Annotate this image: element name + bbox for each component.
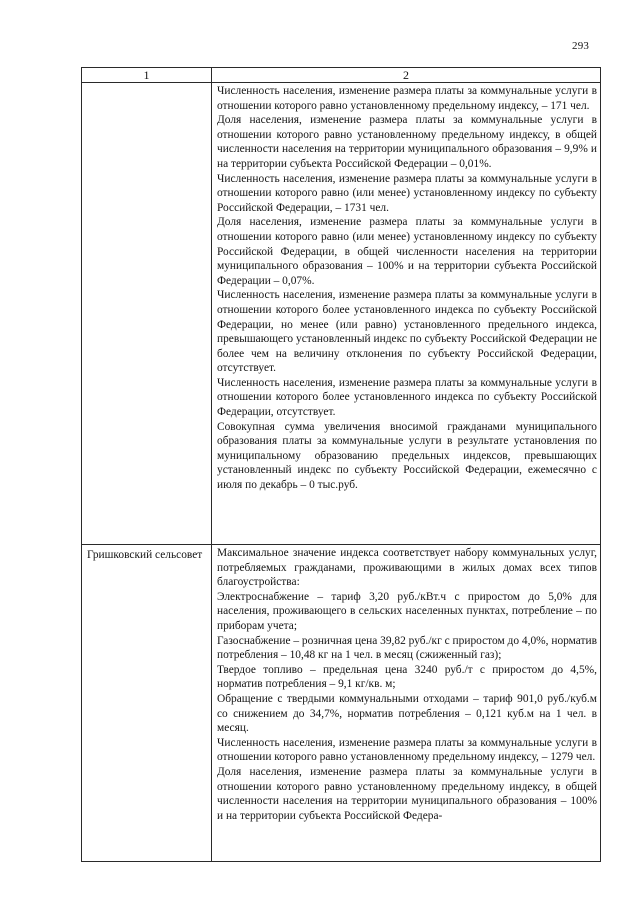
table-row — [82, 83, 601, 545]
paragraph: Доля населения, изменение размера платы за коммунальные услуги в отношении которого равно установленному предельному индексу, в общей численности населения на территории муниципального образования – 100% и на территории субъекта Российской Федера- — [217, 765, 597, 822]
table-row — [82, 545, 601, 862]
municipality-name-cell: Гришковский сельсовет — [82, 545, 212, 862]
column-header-1: 1 — [82, 68, 212, 83]
paragraph: Доля населения, изменение размера платы за коммунальные услуги в отношении которого равно установленному предельному индексу, в общей численности населения на территории муниципального образования – 9,9% и на территории субъекта Российской Федерации – 0,01%. — [217, 114, 597, 170]
column-header-2: 2 — [212, 68, 601, 83]
municipality-name-cell — [82, 83, 212, 545]
paragraph: Максимальное значение индекса соответствует набору коммунальных услуг, потребляемых гражданами, проживающими в жилых домах всех типов благоустройства: — [217, 547, 597, 589]
paragraph: Совокупная сумма увеличения вносимой гражданами муниципального образования платы за коммунальные услуги в результате установления по муниципальному образованию предельных индексов, превышающих установленный индекс по субъекту Российской Федерации, ежемесячно с июля по декабрь – 0 тыс.руб. — [217, 420, 597, 492]
paragraph: Обращение с твердыми коммунальными отходами – тариф 901,0 руб./куб.м со снижением до 34,7%, норматив потребления – 0,121 куб.м на 1 чел. в месяц. — [217, 692, 597, 735]
description-cell — [212, 545, 601, 862]
paragraph: Численность населения, изменение размера платы за коммунальные услуги в отношении которого равно (или менее) установленному индексу по субъекту Российской Федерации, – 1731 чел. — [217, 172, 597, 214]
paragraph: Доля населения, изменение размера платы за коммунальные услуги в отношении которого равно (или менее) установленному индексу по субъекту Российской Федерации, в общей численности населения на территории муниципального образования – 100% и на территории субъекта Российской Федерации – 0,07%. — [217, 216, 597, 287]
paragraph: Численность населения, изменение размера платы за коммунальные услуги в отношении которого равно установленному предельному индексу, – 1279 чел. — [217, 736, 597, 764]
paragraph: Твердое топливо – предельная цена 3240 руб./т с приростом до 4,5%, норматив потребления – 9,1 кг/кв. м; — [217, 663, 597, 691]
table-header-row — [82, 68, 601, 83]
data-table — [81, 67, 601, 862]
paragraph: Численность населения, изменение размера платы за коммунальные услуги в отношении которого более установленного индекса по субъекту Российской Федерации, но менее (или равно) установленного предельного индекса, превышающего установленный индекс по субъекту Российской Федерации не более чем на величину отклонения по субъекту Российской Федерации, отсутствует. — [217, 289, 597, 375]
description-cell — [212, 83, 601, 545]
paragraph: Газоснабжение – розничная цена 39,82 руб./кг с приростом до 4,0%, норматив потребления – 10,48 кг на 1 чел. в месяц (сжиженный газ); — [217, 634, 597, 662]
paragraph: Численность населения, изменение размера платы за коммунальные услуги в отношении которого более установленного индекса по субъекту Российской Федерации, отсутствует. — [217, 376, 597, 419]
paragraph: Численность населения, изменение размера платы за коммунальные услуги в отношении которого равно установленному предельному индексу, – 171 чел. — [217, 85, 597, 112]
paragraph: Электроснабжение – тариф 3,20 руб./кВт.ч с приростом до 5,0% для населения, проживающего в сельских населенных пунктах, потребление – по приборам учета; — [217, 590, 597, 632]
page-number: 293 — [572, 40, 590, 52]
